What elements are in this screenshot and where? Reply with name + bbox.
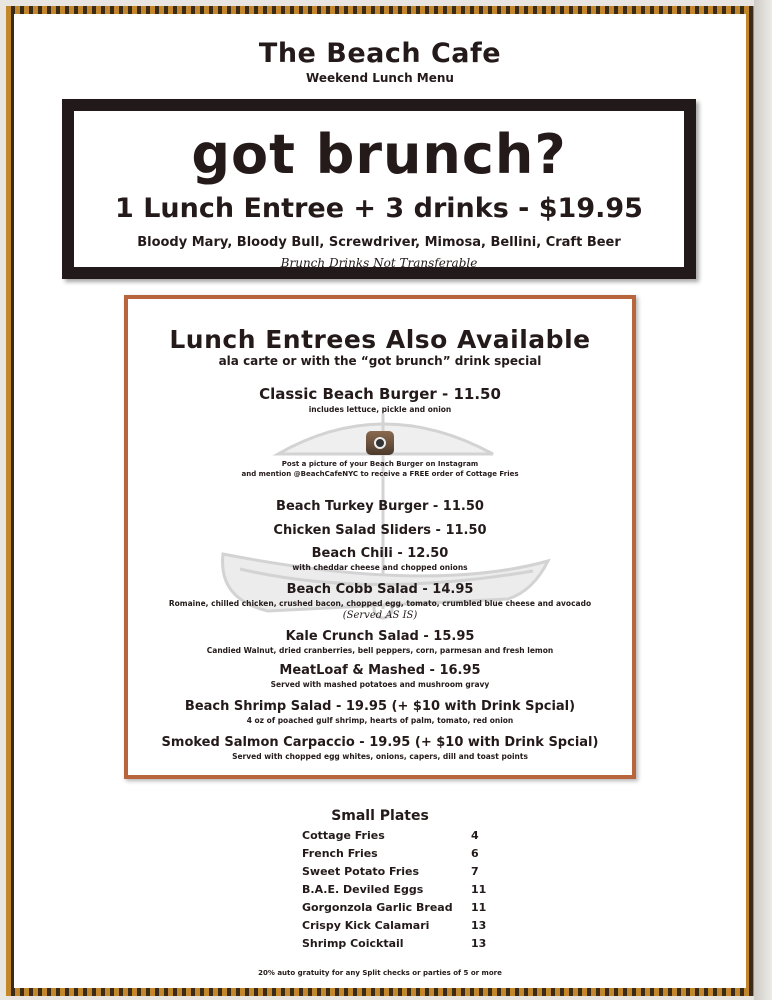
list-item xyxy=(302,883,502,901)
menu-item-name: Classic Beach Burger - 11.50 xyxy=(259,385,501,403)
small-plate-price: 4 xyxy=(471,829,479,842)
instagram-icon xyxy=(366,431,394,455)
lunch-entrees-box xyxy=(124,295,636,779)
small-plate-price: 11 xyxy=(471,901,487,914)
small-plate-name: Cottage Fries xyxy=(302,829,385,842)
menu-item-note: (Served AS IS) xyxy=(342,610,418,621)
brunch-headline: got brunch? xyxy=(191,123,567,186)
small-plate-price: 13 xyxy=(471,919,487,932)
small-plate-price: 7 xyxy=(471,865,479,878)
small-plate-name: French Fries xyxy=(302,847,378,860)
menu-item-name: Beach Shrimp Salad - 19.95 (+ $10 with Drink Spcial) xyxy=(184,699,576,714)
menu-item-name: Kale Crunch Salad - 15.95 xyxy=(285,629,475,644)
list-item xyxy=(302,829,502,847)
entrees-heading: Lunch Entrees Also Available xyxy=(169,325,591,354)
small-plate-price: 6 xyxy=(471,847,479,860)
menu-item-name: MeatLoaf & Mashed - 16.95 xyxy=(279,663,481,678)
brunch-note: Brunch Drinks Not Transferable xyxy=(280,256,478,270)
small-plates-title: Small Plates xyxy=(331,808,429,824)
menu-item-desc: with cheddar cheese and chopped onions xyxy=(292,563,468,572)
menu-page xyxy=(14,14,746,988)
small-plate-name: Sweet Potato Fries xyxy=(302,865,420,878)
list-item xyxy=(302,937,502,955)
small-plate-name: B.A.E. Deviled Eggs xyxy=(302,883,424,896)
cafe-title: The Beach Cafe xyxy=(258,38,502,69)
small-plate-name: Crispy Kick Calamari xyxy=(302,919,430,932)
menu-item-desc: 4 oz of poached gulf shrimp, hearts of palm, tomato, red onion xyxy=(246,716,514,725)
menu-item-desc: Romaine, chilled chicken, crushed bacon, chopped egg, tomato, crumbled blue cheese and avocado xyxy=(168,599,592,608)
list-item xyxy=(302,901,502,919)
page-edge-shadow xyxy=(754,0,772,1000)
small-plate-name: Shrimp Coicktail xyxy=(302,937,404,950)
menu-item-desc: Served with chopped egg whites, onions, capers, dill and toast points xyxy=(232,752,528,761)
list-item xyxy=(302,865,502,883)
menu-item-desc: includes lettuce, pickle and onion xyxy=(308,405,452,414)
menu-subtitle: Weekend Lunch Menu xyxy=(306,71,454,85)
list-item xyxy=(302,847,502,865)
menu-item-name: Beach Chili - 12.50 xyxy=(311,546,449,561)
brunch-drinks: Bloody Mary, Bloody Bull, Screwdriver, Mimosa, Bellini, Craft Beer xyxy=(137,235,621,250)
menu-item-desc: Candied Walnut, dried cranberries, bell peppers, corn, parmesan and fresh lemon xyxy=(206,646,554,655)
small-plate-price: 11 xyxy=(471,883,487,896)
menu-item-name: Beach Cobb Salad - 14.95 xyxy=(286,582,474,597)
small-plate-name: Gorgonzola Garlic Bread xyxy=(302,901,453,914)
brunch-special-box xyxy=(62,99,696,279)
menu-item-name: Beach Turkey Burger - 11.50 xyxy=(276,499,484,514)
menu-item-name: Smoked Salmon Carpaccio - 19.95 (+ $10 with Drink Spcial) xyxy=(161,735,599,750)
list-item xyxy=(302,919,502,937)
menu-item-name: Chicken Salad Sliders - 11.50 xyxy=(273,523,487,538)
gratuity-note: 20% auto gratuity for any Split checks or parties of 5 or more xyxy=(258,969,502,977)
brunch-deal: 1 Lunch Entree + 3 drinks - $19.95 xyxy=(115,193,643,224)
small-plate-price: 13 xyxy=(471,937,487,950)
menu-item-desc: Served with mashed potatoes and mushroom gravy xyxy=(270,680,490,689)
instagram-promo-line2: and mention @BeachCafeNYC to receive a FREE order of Cottage Fries xyxy=(241,470,519,478)
instagram-promo-line1: Post a picture of your Beach Burger on Instagram xyxy=(281,460,479,468)
entrees-subheading: ala carte or with the “got brunch” drink special xyxy=(218,354,542,368)
